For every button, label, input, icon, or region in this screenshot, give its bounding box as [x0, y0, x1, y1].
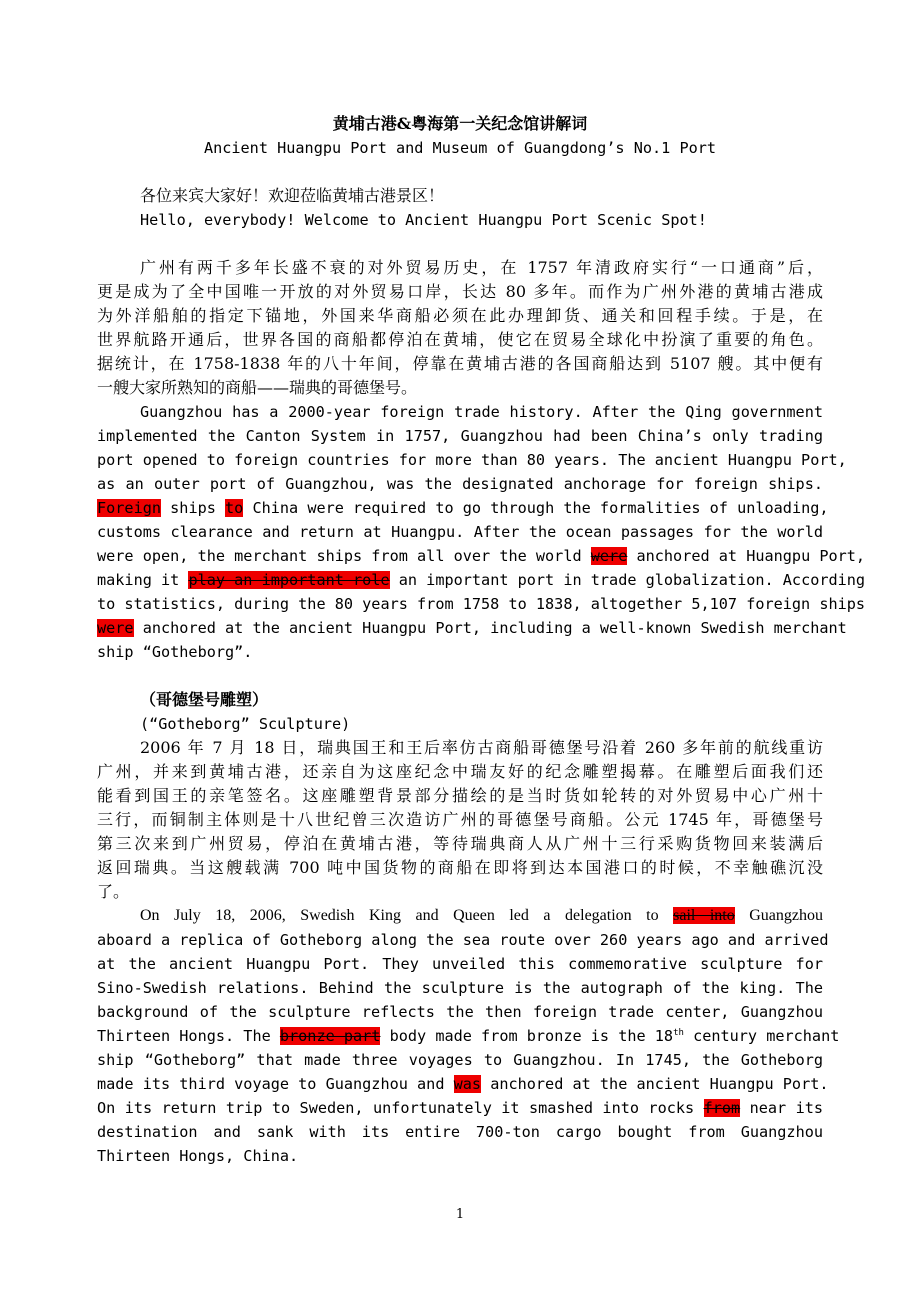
para2-zh-line: 了。	[97, 882, 130, 901]
para2-zh-line: 2006 年 7 月 18 日，瑞典国王和王后率仿古商船哥德堡号沿着 260 多年前的航线重访	[140, 738, 823, 757]
para1-en-line: customs clearance and return at Huangpu. After the ocean passages for the world	[97, 523, 823, 541]
text-run: ships	[161, 499, 226, 517]
text-run: anchored at the ancient Huangpu Port, including a well-known Swedish merchant	[133, 619, 847, 637]
para2-en-line: at the ancient Huangpu Port. They unveiled this commemorative sculpture for	[97, 955, 823, 973]
para2-zh-line: 第三次来到广州贸易，停泊在黄埔古港，等待瑞典商人从广州十三行采购货物回来装满后	[97, 834, 823, 853]
para1-zh-line: 一艘大家所熟知的商船——瑞典的哥德堡号。	[97, 378, 418, 397]
para2-zh-line: 广州，并来到黄埔古港，还亲自为这座纪念中瑞友好的纪念雕塑揭幕。在雕塑后面我们还	[97, 762, 823, 781]
text-run: On July 18, 2006, Swedish King and Queen led a delegation to	[140, 907, 674, 924]
text-run: making it	[97, 571, 189, 589]
para1-en-line: port opened to foreign countries for more than 80 years. The ancient Huangpu Port,	[97, 451, 847, 469]
text-run: century merchant	[683, 1027, 840, 1045]
deletion-play-role: play an important role	[188, 571, 390, 589]
para1-zh-line: 更是成为了全中国唯一开放的对外贸易口岸，长达 80 多年。而作为广州外港的黄埔古港成	[97, 282, 823, 301]
page-number: 1	[455, 1207, 465, 1222]
text-run: made its third voyage to Guangzhou and	[97, 1075, 454, 1093]
text-run: were open, the merchant ships from all over the world	[97, 547, 591, 565]
para2-zh-line: 三行，而铜制主体则是十八世纪曾三次造访广州的哥德堡号商船。公元 1745 年，哥德堡号	[97, 810, 823, 829]
para2-en-line: aboard a replica of Gotheborg along the sea route over 260 years ago and arrived	[97, 931, 829, 949]
text-run: On its return trip to Sweden, unfortunately it smashed into rocks	[97, 1099, 704, 1117]
para1-en-line: implemented the Canton System in 1757, Guangzhou had been China’s only trading	[97, 427, 823, 445]
para1-en-line	[97, 568, 866, 592]
para2-zh-line: 能看到国王的亲笔签名。这座雕塑背景部分描绘的是当时货如轮转的对外贸易中心广州十	[97, 786, 823, 805]
highlight-were: were	[97, 619, 134, 637]
text-run: body made from bronze is the 18	[380, 1027, 674, 1045]
para2-en-line	[97, 1072, 829, 1096]
highlight-to: to	[225, 499, 244, 517]
para1-en-line: Guangzhou has a 2000-year foreign trade history. After the Qing government	[140, 403, 823, 421]
deletion-bronze-part: bronze part	[279, 1027, 381, 1045]
text-run: anchored at the ancient Huangpu Port.	[481, 1075, 829, 1093]
para1-en-line: to statistics, during the 80 years from 1758 to 1838, altogether 5,107 foreign ships	[97, 595, 866, 613]
title-zh: 黄埔古港&粤海第一关纪念馆讲解词	[332, 114, 588, 133]
superscript-th: th	[673, 1027, 684, 1038]
text-run: Thirteen Hongs. The	[97, 1027, 280, 1045]
para1-en-line: ship “Gotheborg”.	[97, 643, 253, 661]
section-heading-zh: （哥德堡号雕塑）	[140, 690, 269, 709]
para2-en-line: destination and sank with its entire 700-ton cargo bought from Guangzhou	[97, 1123, 823, 1141]
greeting-en: Hello, everybody! Welcome to Ancient Huangpu Port Scenic Spot!	[140, 211, 707, 229]
para1-zh-line: 世界航路开通后，世界各国的商船都停泊在黄埔，使它在贸易全球化中扮演了重要的角色。	[97, 330, 823, 349]
para2-en-line: Thirteen Hongs, China.	[97, 1147, 299, 1165]
title-en: Ancient Huangpu Port and Museum of Guangdong’s No.1 Port	[203, 139, 717, 157]
greeting-zh: 各位来宾大家好！欢迎莅临黄埔古港景区！	[140, 186, 445, 205]
highlight-was: was	[453, 1075, 482, 1093]
deletion-from: from	[703, 1099, 741, 1117]
para1-zh-line: 据统计，在 1758-1838 年的八十年间，停靠在黄埔古港的各国商船达到 5107 艘。其中便有	[97, 354, 823, 373]
para1-en-line: as an outer port of Guangzhou, was the designated anchorage for foreign ships.	[97, 475, 823, 493]
para2-en-line: ship “Gotheborg” that made three voyages to Guangzhou. In 1745, the Gotheborg	[97, 1051, 823, 1069]
text-run: an important port in trade globalization. According	[389, 571, 866, 589]
text-run: China were required to go through the formalities of unloading,	[243, 499, 829, 517]
para2-en-line	[140, 904, 823, 928]
para2-en-line	[97, 1024, 840, 1048]
para2-zh-line: 返回瑞典。当这艘载满 700 吨中国货物的商船在即将到达本国港口的时候，不幸触礁沉没	[97, 858, 823, 877]
text-run: anchored at Huangpu Port,	[627, 547, 866, 565]
text-run: Guangzhou	[734, 907, 824, 924]
para1-en-line	[97, 496, 829, 520]
section-heading-en: (“Gotheborg” Sculpture)	[140, 715, 351, 733]
text-run: near its	[740, 1099, 823, 1117]
para1-en-line	[97, 616, 847, 640]
para1-zh-line: 广州有两千多年长盛不衰的对外贸易历史，在 1757 年清政府实行“一口通商”后，	[140, 258, 823, 277]
para2-en-line	[97, 1096, 823, 1120]
para2-en-line: background of the sculpture reflects the then foreign trade center, Guangzhou	[97, 1003, 823, 1021]
para2-en-line: Sino-Swedish relations. Behind the sculpture is the autograph of the king. The	[97, 979, 823, 997]
deletion-were: were	[590, 547, 628, 565]
para1-zh-line: 为外洋船舶的指定下锚地，外国来华商船必须在此办理卸货、通关和回程手续。于是，在	[97, 306, 823, 325]
deletion-sail-into: sail into	[673, 907, 735, 924]
highlight-foreign: Foreign	[97, 499, 162, 517]
para1-en-line	[97, 544, 866, 568]
